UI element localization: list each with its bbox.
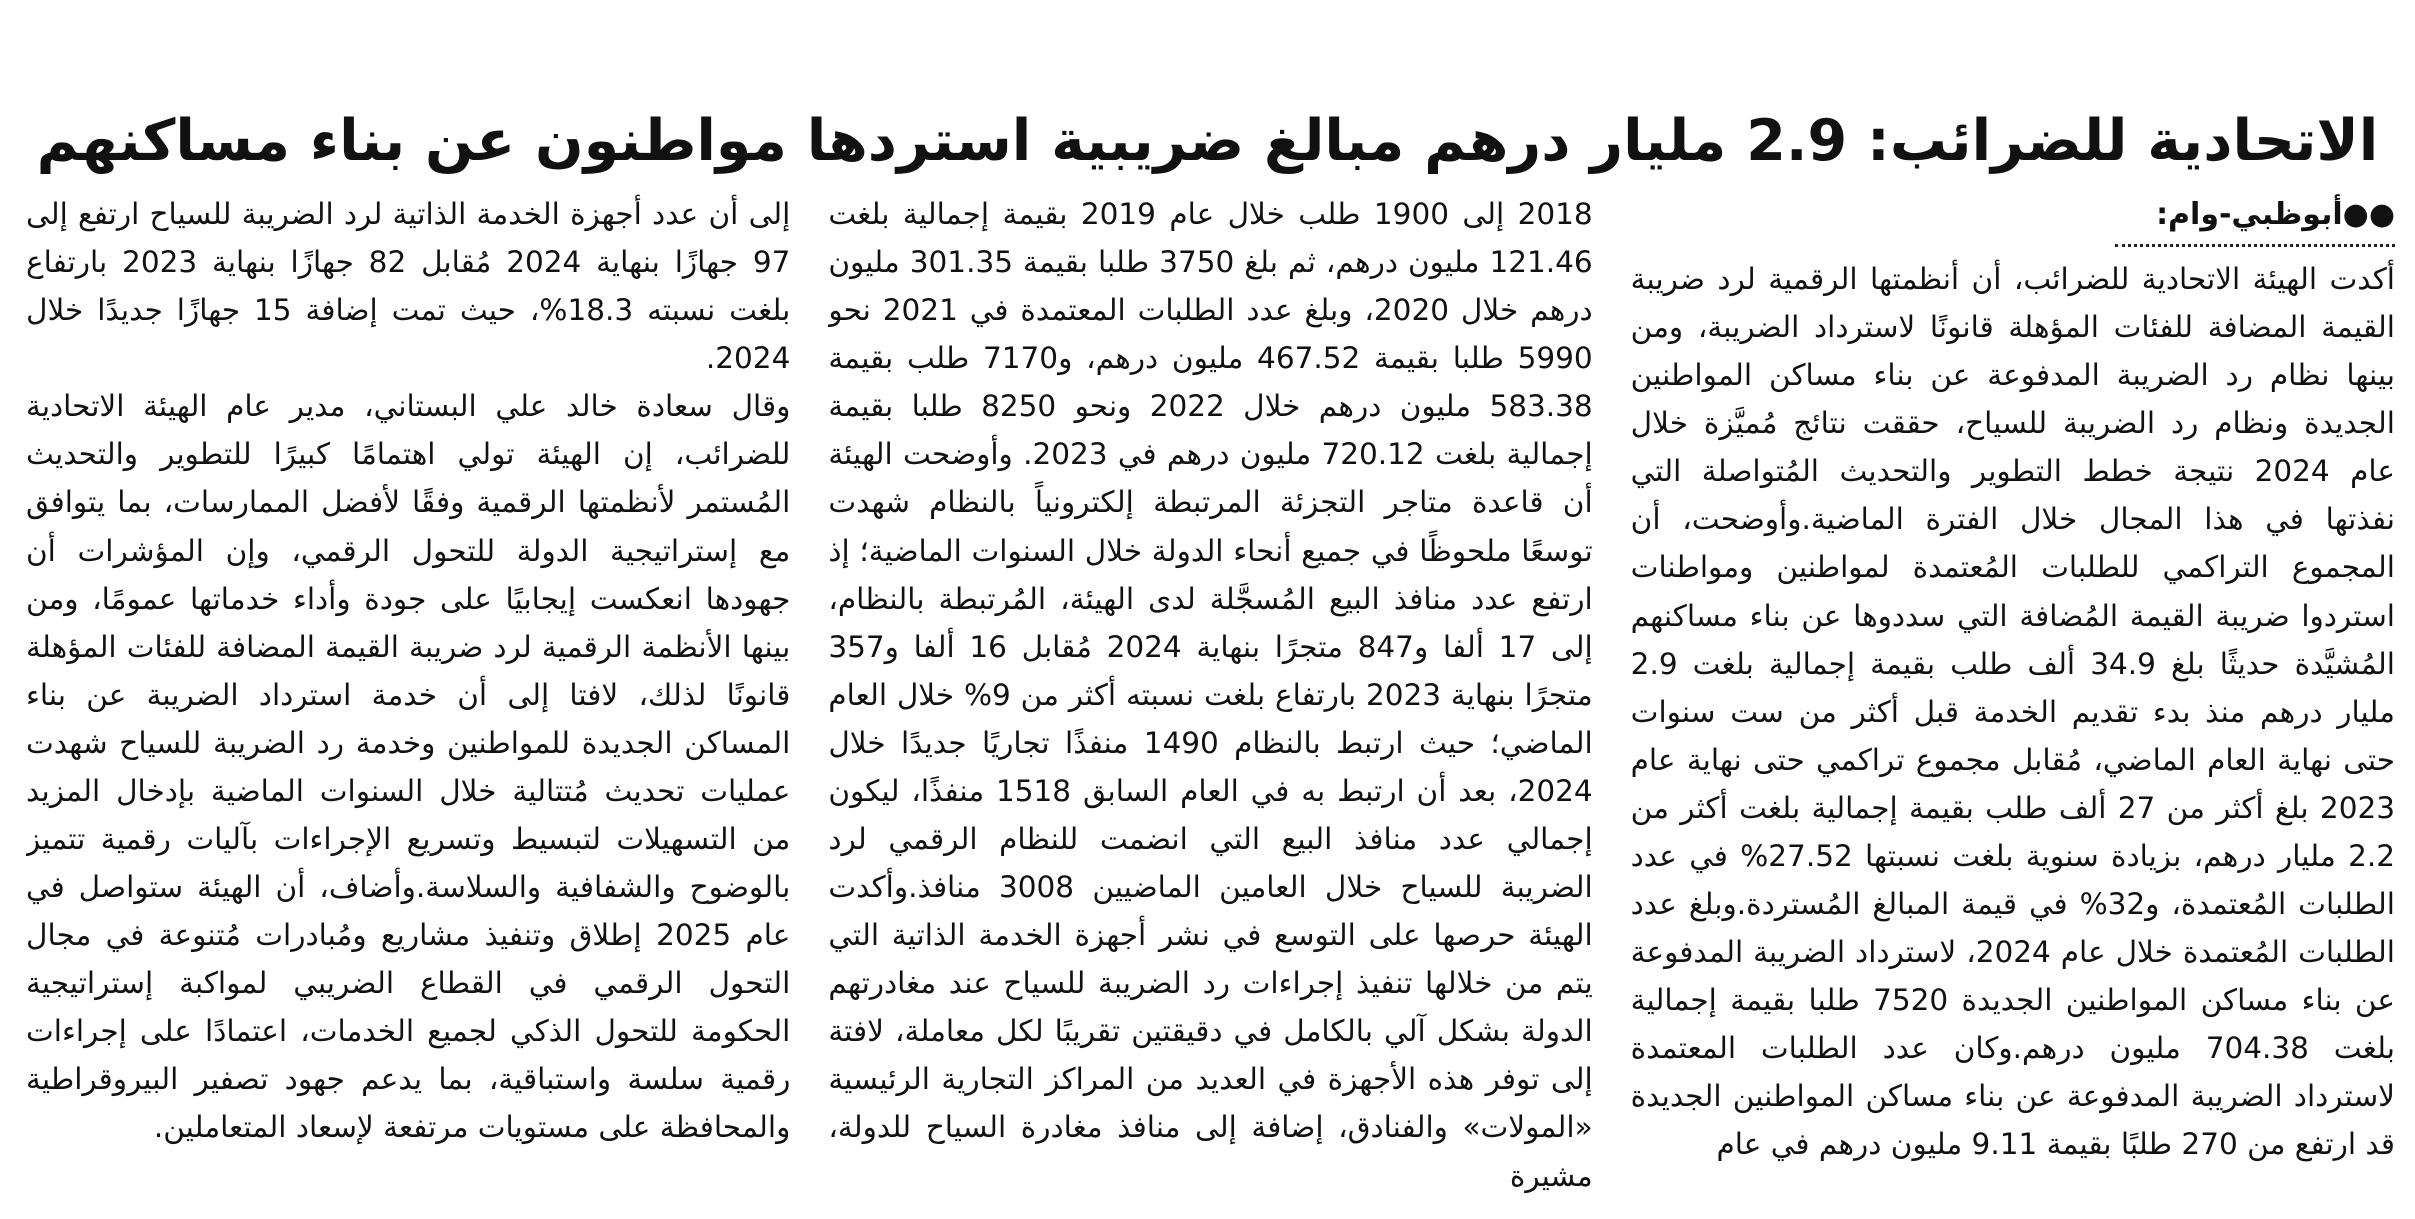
paragraph: إلى أن عدد أجهزة الخدمة الذاتية لرد الضريبة للسياح ارتفع إلى 97 جهازًا بنهاية 2024 مُقابل 82 جهازًا بنهاية 2023 بارتفاع بلغت نسبته 18.3%، حيث تمت إضافة 15 جهازًا جديدًا خلال 2024. bbox=[26, 197, 791, 376]
paragraph: 2018 إلى 1900 طلب خلال عام 2019 بقيمة إجمالية بلغت 121.46 مليون درهم، ثم بلغ 3750 طلبا بقيمة 301.35 مليون درهم خلال 2020، وبلغ عدد الطلبات المعتمدة في 2021 نحو 5990 طلبا بقيمة 467.52 مليون درهم، و7170 طلب بقيمة 583.38 مليون درهم خلال 2022 ونحو 8250 طلبا بقيمة إجمالية بلغت 720.12 مليون درهم في 2023. وأوضحت الهيئة أن قاعدة متاجر التجزئة المرتبطة إلكترونياً بالنظام شهدت توسعًا ملحوظًا في جميع أنحاء الدولة خلال السنوات الماضية؛ إذ ارتفع عدد منافذ البيع المُسجَّلة لدى الهيئة، المُرتبطة بالنظام، إلى 17 ألفا و847 متجرًا بنهاية 2024 مُقابل 16 ألفا و357 متجرًا بنهاية 2023 بارتفاع بلغت نسبته أكثر من 9% خلال العام الماضي؛ حيث ارتبط بالنظام 1490 منفذًا تجاريًا جديدًا خلال 2024، بعد أن ارتبط به في العام السابق 1518 منفذًا، ليكون إجمالي عدد منافذ البيع التي انضمت للنظام الرقمي لرد الضريبة للسياح خلال العامين الماضيين 3008 منافذ.وأكدت الهيئة حرصها على التوسع في نشر أجهزة الخدمة الذاتية التي يتم من خلالها تنفيذ إجراءات رد الضريبة للسياح عند مغادرتهم الدولة بشكل آلي بالكامل في دقيقتين تقريبًا لكل معاملة، لافتة إلى توفر هذه الأجهزة في العديد من المراكز التجارية الرئيسية «المولات» والفنادق، إضافة إلى منافذ مغادرة السياح للدولة، مشيرة bbox=[828, 197, 1593, 1193]
dateline: ●●أبوظبي-وام: bbox=[2115, 190, 2395, 247]
article-column-1 bbox=[1631, 190, 2395, 1211]
headline: الاتحادية للضرائب: 2.9 مليار درهم مبالغ ضريبية استردها مواطنون عن بناء مساكنهم bbox=[36, 108, 2379, 175]
paragraph: وقال سعادة خالد علي البستاني، مدير عام الهيئة الاتحادية للضرائب، إن الهيئة تولي اهتمامًا كبيرًا للتطوير والتحديث المُستمر لأنظمتها الرقمية وفقًا لأفضل الممارسات، بما يتوافق مع إستراتيجية الدولة للتحول الرقمي، وإن المؤشرات أن جهودها انعكست إيجابيًا على جودة وأداء خدماتها عمومًا، ومن بينها الأنظمة الرقمية لرد ضريبة القيمة المضافة للفئات المؤهلة قانونًا لذلك، لافتا إلى أن خدمة استرداد الضريبة عن بناء المساكن الجديدة للمواطنين وخدمة رد الضريبة للسياح شهدت عمليات تحديث مُتتالية خلال السنوات الماضية بإدخال المزيد من التسهيلات لتبسيط وتسريع الإجراءات بآليات رقمية تتميز بالوضوح والشفافية والسلاسة.وأضاف، أن الهيئة ستواصل في عام 2025 إطلاق وتنفيذ مشاريع ومُبادرات مُتنوعة في مجال التحول الرقمي في القطاع الضريبي لمواكبة إستراتيجية الحكومة للتحول الذكي لجميع الخدمات، اعتمادًا على إجراءات رقمية سلسة واستباقية، بما يدعم جهود تصفير البيروقراطية والمحافظة على مستويات مرتفعة لإسعاد المتعاملين. bbox=[26, 389, 791, 1145]
article-columns bbox=[26, 190, 2395, 1211]
article-column-3 bbox=[26, 190, 790, 1211]
article-column-2 bbox=[828, 190, 1592, 1211]
paragraph: أكدت الهيئة الاتحادية للضرائب، أن أنظمتها الرقمية لرد ضريبة القيمة المضافة للفئات المؤهلة قانونًا لاسترداد الضريبة، ومن بينها نظام رد الضريبة المدفوعة عن بناء مساكن المواطنين الجديدة ونظام رد الضريبة للسياح، حققت نتائج مُميَّزة خلال عام 2024 نتيجة خطط التطوير والتحديث المُتواصلة التي نفذتها في هذا المجال خلال الفترة الماضية.وأوضحت، أن المجموع التراكمي للطلبات المُعتمدة لمواطنين ومواطنات استردوا ضريبة القيمة المُضافة التي سددوها عن بناء مساكنهم المُشيَّدة حديثًا بلغ 34.9 ألف طلب بقيمة إجمالية بلغت 2.9 مليار درهم منذ بدء تقديم الخدمة قبل أكثر من ست سنوات حتى نهاية العام الماضي، مُقابل مجموع تراكمي حتى نهاية عام 2023 بلغ أكثر من 27 ألف طلب بقيمة إجمالية بلغت أكثر من 2.2 مليار درهم، بزيادة سنوية بلغت نسبتها 27.52% في عدد الطلبات المُعتمدة، و32% في قيمة المبالغ المُستردة.وبلغ عدد الطلبات المُعتمدة خلال عام 2024، لاسترداد الضريبة المدفوعة عن بناء مساكن المواطنين الجديدة 7520 طلبا بقيمة إجمالية بلغت 704.38 مليون درهم.وكان عدد الطلبات المعتمدة لاسترداد الضريبة المدفوعة عن بناء مساكن المواطنين الجديدة قد ارتفع من 270 طلبًا بقيمة 9.11 مليون درهم في عام bbox=[1630, 262, 2395, 1162]
